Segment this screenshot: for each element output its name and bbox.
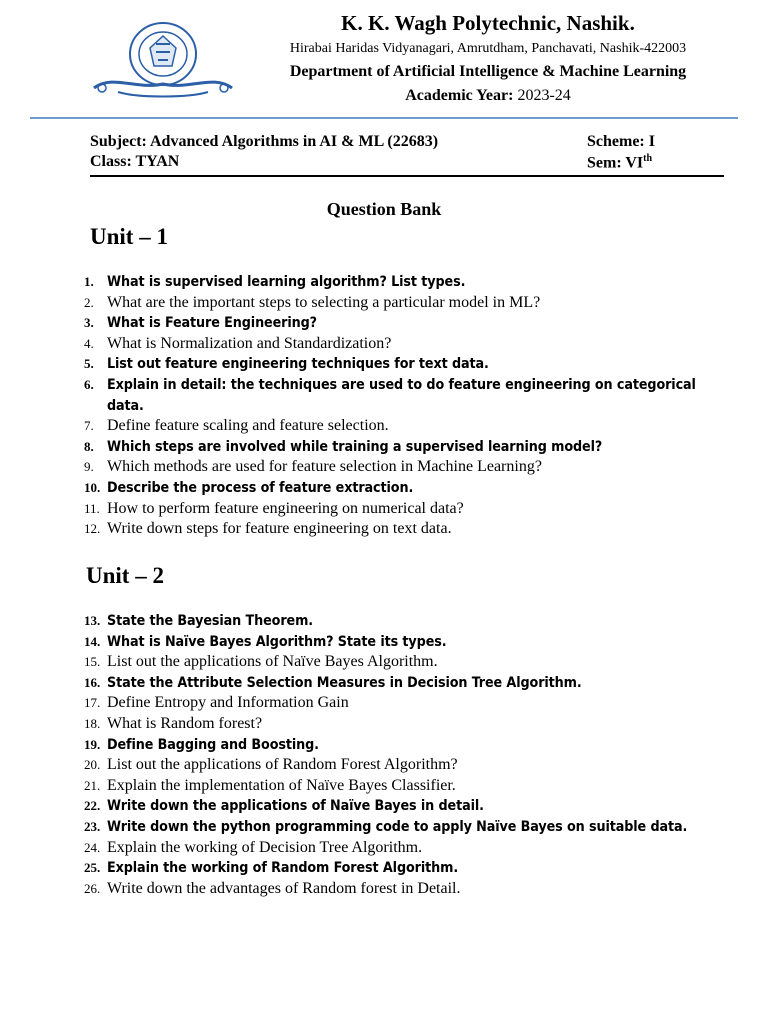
- academic-year-label: Academic Year:: [405, 87, 514, 104]
- question-list: [84, 611, 730, 899]
- question-item: [84, 611, 730, 632]
- question-text: Define feature scaling and feature selection.: [107, 417, 389, 435]
- question-text: Define Entropy and Information Gain: [107, 694, 349, 712]
- question-text: What is Random forest?: [107, 714, 263, 732]
- page-title: Question Bank: [326, 199, 442, 219]
- subject-divider: [90, 175, 724, 177]
- question-number: 10.: [84, 479, 101, 495]
- question-item: [84, 652, 730, 673]
- question-text: What is Feature Engineering?: [107, 315, 317, 332]
- subject-row: [90, 133, 724, 151]
- question-number: 4.: [84, 335, 94, 351]
- question-item: [84, 796, 730, 817]
- question-item: [84, 416, 730, 437]
- question-number: 14.: [84, 633, 101, 649]
- question-number: 25.: [84, 860, 101, 876]
- question-item: [84, 334, 730, 355]
- question-number: 16.: [84, 674, 101, 690]
- question-item: [84, 313, 730, 334]
- question-text: What are the important steps to selecting a particular model in ML?: [107, 293, 541, 311]
- question-number: 11.: [84, 500, 100, 516]
- question-number: 20.: [84, 757, 101, 773]
- question-text: What is Naïve Bayes Algorithm? State its types.: [107, 633, 447, 650]
- question-number: 12.: [84, 521, 101, 537]
- institute-logo: [88, 14, 238, 98]
- question-item: [84, 293, 730, 314]
- question-text: Write down the advantages of Random forest in Detail.: [107, 879, 461, 897]
- semester-suffix: th: [643, 153, 653, 164]
- question-number: 9.: [84, 459, 94, 475]
- question-text: Describe the process of feature extraction.: [107, 479, 414, 496]
- question-text: Write down the applications of Naïve Bayes in detail.: [107, 798, 484, 815]
- question-number: 2.: [84, 294, 94, 310]
- institute-address: Hirabai Haridas Vidyanagari, Amrutdham, Panchavati, Nashik-422003: [289, 41, 687, 56]
- question-number: 6.: [84, 376, 94, 392]
- question-item: [84, 375, 730, 416]
- question-text: Which methods are used for feature selection in Machine Learning?: [107, 458, 542, 476]
- question-text: Explain the working of Decision Tree Algorithm.: [107, 838, 423, 856]
- question-number: 22.: [84, 798, 101, 814]
- question-text: Explain the working of Random Forest Algorithm.: [107, 860, 459, 877]
- question-text: Write down steps for feature engineering on text data.: [107, 520, 452, 538]
- question-text: State the Bayesian Theorem.: [107, 613, 314, 629]
- question-item: [84, 519, 730, 540]
- class-text: Class: TYAN: [90, 153, 180, 170]
- question-item: [84, 478, 730, 499]
- question-number: 7.: [84, 418, 94, 434]
- question-item: [84, 879, 730, 900]
- unit-heading: Unit – 1: [90, 224, 168, 249]
- question-item: [84, 858, 730, 879]
- question-number: 13.: [84, 613, 101, 628]
- question-item: [84, 272, 730, 293]
- unit-heading: Unit – 2: [86, 563, 164, 588]
- question-item: [84, 838, 730, 859]
- question-text: List out the applications of Random Forest Algorithm?: [107, 756, 458, 774]
- question-text: Which steps are involved while training a supervised learning model?: [107, 438, 603, 455]
- semester-text: [587, 153, 652, 172]
- question-item: [84, 735, 730, 756]
- question-item: [84, 693, 730, 714]
- question-text: Write down the python programming code to apply Naïve Bayes on suitable data.: [107, 818, 688, 835]
- question-number: 15.: [84, 654, 101, 670]
- question-number: 3.: [84, 315, 94, 331]
- question-number: 8.: [84, 438, 94, 454]
- question-item: [84, 755, 730, 776]
- question-text: What is Normalization and Standardization?: [107, 334, 392, 352]
- question-number: 5.: [84, 356, 94, 372]
- scheme-text: Scheme: I: [587, 133, 655, 150]
- question-text: List out feature engineering techniques for text data.: [107, 356, 489, 373]
- question-number: 19.: [84, 736, 101, 752]
- institute-name: K. K. Wagh Polytechnic, Nashik.: [341, 11, 635, 35]
- header-divider: [30, 117, 738, 119]
- question-number: 23.: [84, 818, 101, 834]
- question-item: [84, 457, 730, 478]
- question-text: List out the applications of Naïve Bayes Algorithm.: [107, 653, 438, 671]
- question-item: [84, 673, 730, 694]
- question-text: What is supervised learning algorithm? List types.: [107, 274, 466, 290]
- class-row: [90, 153, 724, 171]
- question-item: [84, 776, 730, 797]
- question-number: 18.: [84, 715, 101, 731]
- question-item: [84, 817, 730, 838]
- question-text: Define Bagging and Boosting.: [107, 736, 319, 753]
- question-item: [84, 714, 730, 735]
- question-text: State the Attribute Selection Measures in Decision Tree Algorithm.: [107, 674, 582, 691]
- question-number: 17.: [84, 695, 101, 711]
- question-text: Explain in detail: the techniques are used to do feature engineering on categorical data.: [107, 376, 696, 414]
- question-text: Explain the implementation of Naïve Bayes Classifier.: [107, 776, 456, 794]
- department-name: Department of Artificial Intelligence & Machine Learning: [289, 63, 687, 80]
- academic-year-value: 2023-24: [517, 87, 571, 104]
- question-item: [84, 499, 730, 520]
- question-number: 1.: [84, 274, 94, 289]
- academic-year: [250, 87, 726, 105]
- question-text: How to perform feature engineering on numerical data?: [107, 499, 464, 517]
- question-number: 24.: [84, 839, 101, 855]
- subject-text: Subject: Advanced Algorithms in AI & ML (22683): [90, 133, 439, 150]
- question-number: 26.: [84, 880, 101, 896]
- question-list: [84, 272, 730, 540]
- semester-label: Sem: VI: [587, 154, 644, 172]
- question-item: [84, 632, 730, 653]
- question-number: 21.: [84, 777, 101, 793]
- question-item: [84, 437, 730, 458]
- question-item: [84, 354, 730, 375]
